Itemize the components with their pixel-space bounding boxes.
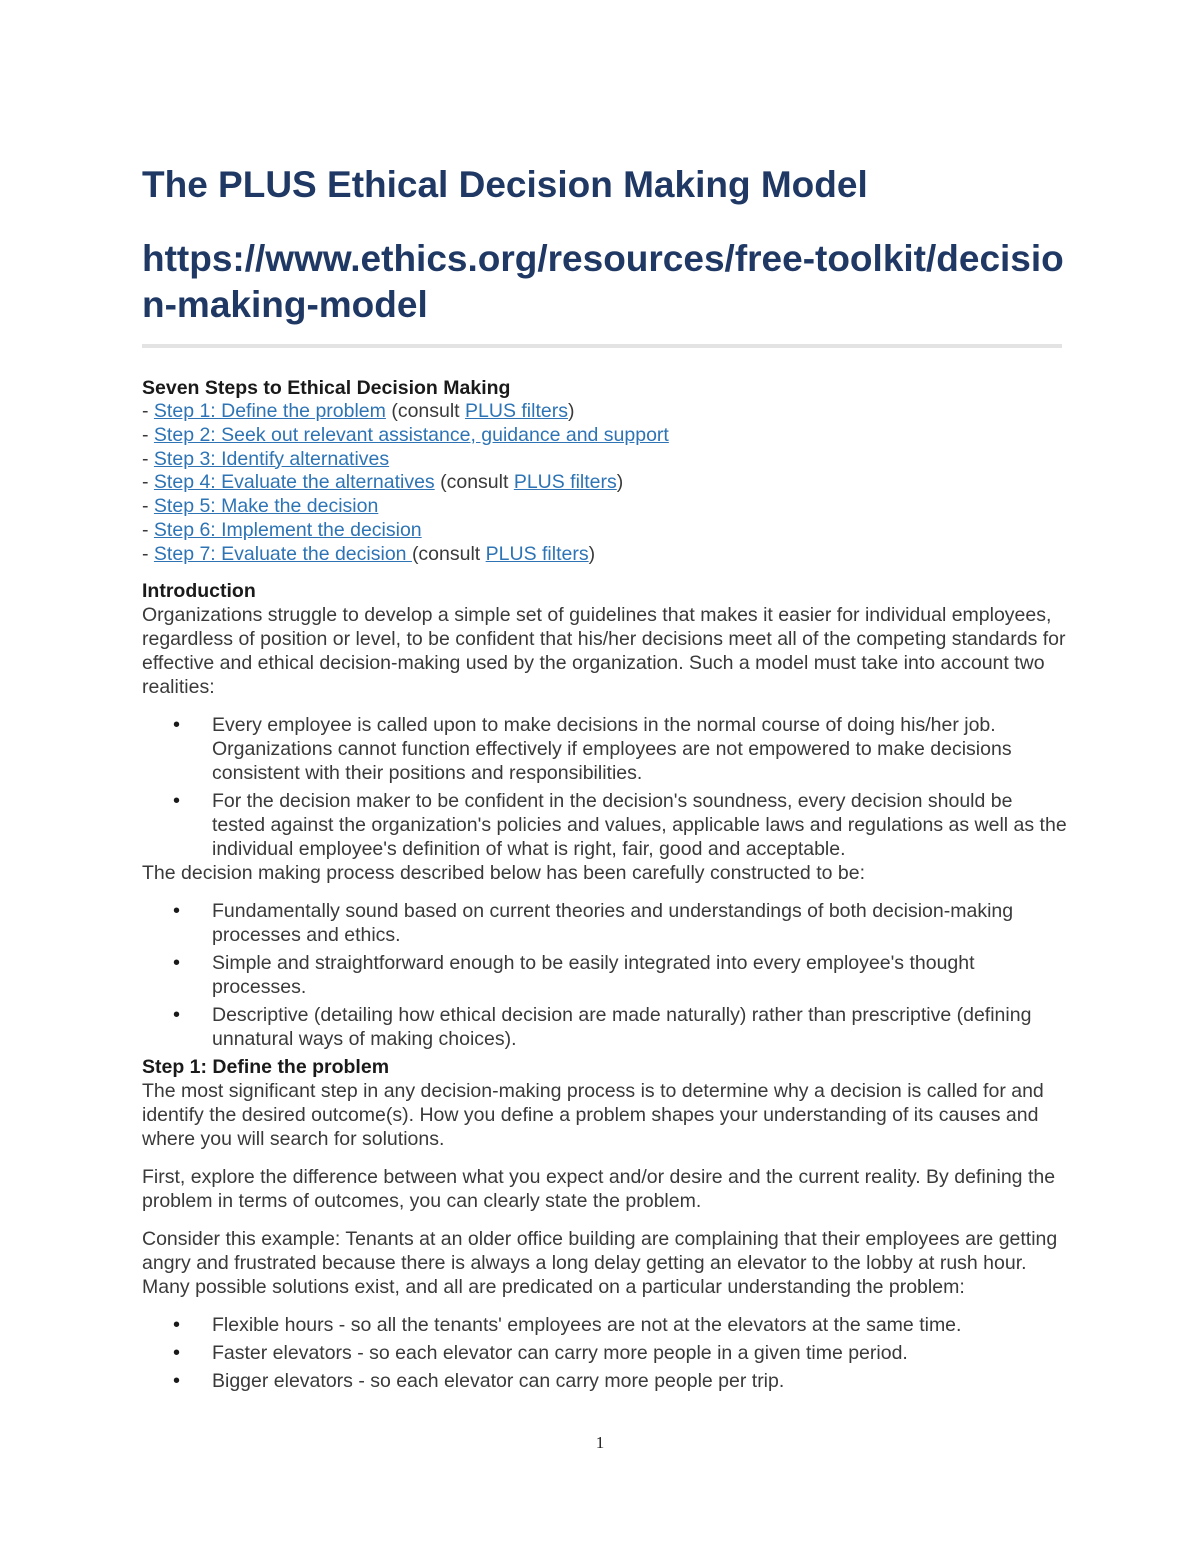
step1-heading: Step 1: Define the problem — [142, 1055, 390, 1078]
plus-filters-link[interactable]: PLUS filters — [485, 542, 589, 565]
list-item: • Faster elevators - so each elevator can carry more people in a given time period. — [142, 1341, 1067, 1365]
step-list-item: - Step 6: Implement the decision — [142, 518, 422, 541]
list-item: • Descriptive (detailing how ethical decision are made naturally) rather than prescriptive (defining unnatural ways of making choices). — [142, 1003, 1067, 1051]
step-list-item: - Step 3: Identify alternatives — [142, 447, 390, 470]
source-url-heading: https://www.ethics.org/resources/free-toolkit/decision-making-model — [142, 238, 1064, 325]
list-item: • For the decision maker to be confident in the decision's soundness, every decision should be tested against the organization's policies and values, applicable laws and regulations as well as the individual employee's definition of what is right, fair, good and acceptable. — [142, 789, 1067, 861]
realities-list — [142, 713, 1067, 861]
plus-filters-link[interactable]: PLUS filters — [513, 471, 617, 494]
steps-heading: Seven Steps to Ethical Decision Making — [142, 377, 511, 399]
step-6-link[interactable]: Step 6: Implement the decision — [153, 518, 422, 541]
list-item: • Simple and straightforward enough to be easily integrated into every employee's thought processes. — [142, 951, 1067, 999]
list-item: • Bigger elevators - so each elevator can carry more people per trip. — [142, 1369, 1067, 1393]
step1-paragraph: Consider this example: Tenants at an older office building are complaining that their employees are getting angry and frustrated because there is always a long delay getting an elevator to the lobby at rush hour. Many possible solutions exist, and all are predicated on a particular understanding the problem: — [142, 1227, 1058, 1298]
step1-paragraph: The most significant step in any decision-making process is to determine why a decision is called for and identify the desired outcome(s). How you define a problem shapes your understanding of its causes and where you will search for solutions. — [142, 1079, 1044, 1150]
plus-filters-link[interactable]: PLUS filters — [465, 400, 568, 422]
step-list-item: - Step 2: Seek out relevant assistance, guidance and support — [142, 423, 669, 446]
page-content — [142, 160, 1067, 1393]
step-list-item: - Step 4: Evaluate the alternatives (consult PLUS filters) — [142, 471, 624, 494]
steps-list — [142, 400, 1067, 567]
list-item: • Flexible hours - so all the tenants' employees are not at the elevators at the same time. — [142, 1313, 1067, 1337]
process-intro-paragraph: The decision making process described below has been carefully constructed to be: — [142, 861, 865, 884]
introduction-paragraph: Organizations struggle to develop a simple set of guidelines that makes it easier for individual employees, regardless of position or level, to be confident that his/her decisions meet all of the competing standards for effective and ethical decision-making used by the organization. Such a model must take into account two realities: — [142, 603, 1066, 698]
step1-paragraph: First, explore the difference between what you expect and/or desire and the current reality. By defining the problem in terms of outcomes, you can clearly state the problem. — [142, 1165, 1056, 1212]
step-list-item: - Step 1: Define the problem (consult PLUS filters) — [142, 400, 575, 422]
step-4-link[interactable]: Step 4: Evaluate the alternatives — [153, 471, 435, 494]
step-5-link[interactable]: Step 5: Make the decision — [153, 495, 379, 518]
step-7-link[interactable]: Step 7: Evaluate the decision — [153, 542, 412, 565]
solutions-list — [142, 1313, 1067, 1393]
introduction-heading: Introduction — [142, 579, 256, 602]
list-item: • Every employee is called upon to make decisions in the normal course of doing his/her job. Organizations cannot function effectively if employees are not empowered to make decisions consistent with their positions and responsibilities. — [142, 713, 1067, 785]
page-title: The PLUS Ethical Decision Making Model — [142, 164, 868, 205]
step-list-item: - Step 7: Evaluate the decision (consult PLUS filters) — [142, 542, 596, 565]
process-qualities-list — [142, 899, 1067, 1051]
step-2-link[interactable]: Step 2: Seek out relevant assistance, guidance and support — [153, 423, 669, 446]
step-3-link[interactable]: Step 3: Identify alternatives — [153, 447, 390, 470]
list-item: • Fundamentally sound based on current theories and understandings of both decision-making processes and ethics. — [142, 899, 1067, 947]
step-1-link[interactable]: Step 1: Define the problem — [153, 400, 386, 422]
page-number: 1 — [595, 1433, 605, 1452]
step-list-item: - Step 5: Make the decision — [142, 495, 379, 518]
